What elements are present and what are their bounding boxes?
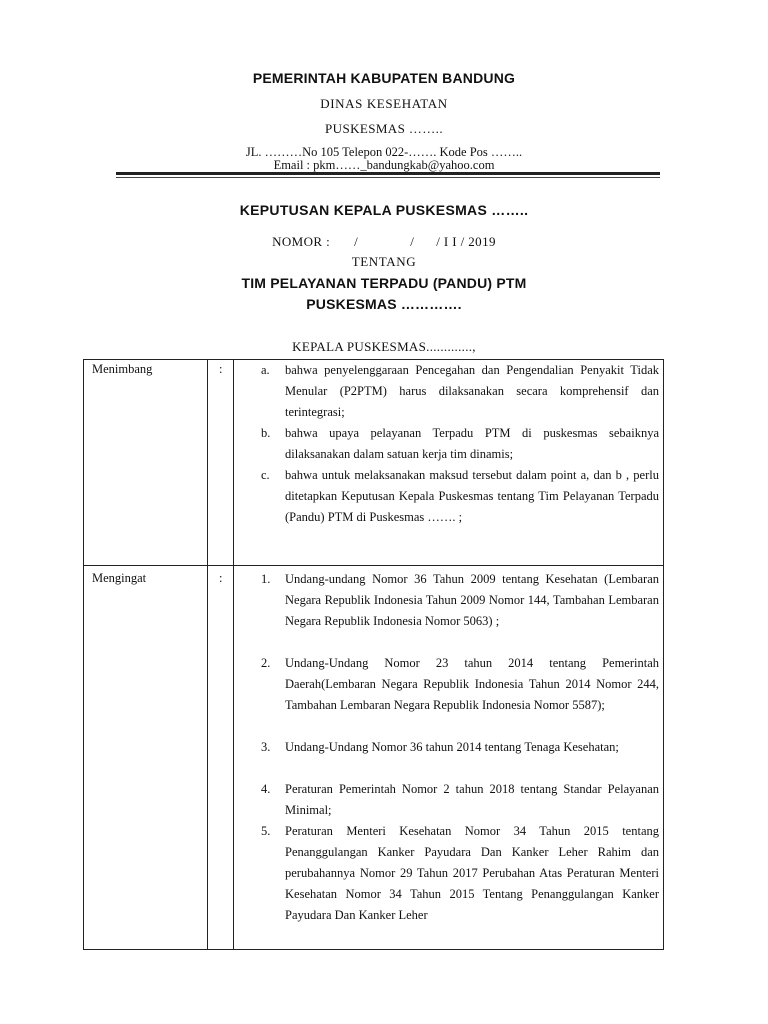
list-item: Undang-Undang Nomor 23 tahun 2014 tentang Pemerintah Daerah(Lembaran Negara Republik Indonesia Tahun 2014 Nomor 244, Tambahan Lembaran Negara Republik Indonesia Nomor 5587); (285, 656, 659, 712)
decision-title: KEPUTUSAN KEPALA PUSKESMAS …….. (239, 202, 529, 218)
table-divider-2 (233, 360, 234, 949)
item-marker: 3. (261, 740, 271, 754)
row-colon: : (219, 571, 223, 585)
government-heading: PEMERINTAH KABUPATEN BANDUNG (252, 70, 516, 86)
row-label-mengingat: Mengingat (92, 571, 147, 585)
number-label: NOMOR : (272, 234, 331, 249)
decision-number (0, 234, 768, 250)
number-slash-2: / (410, 234, 415, 249)
letterhead-rule-thick (116, 172, 660, 175)
about-heading: TENTANG (351, 254, 417, 269)
list-item: bahwa untuk melaksanakan maksud tersebut dalam point a, dan b , perlu ditetapkan Keputusan Kepala Puskesmas tentang Tim Pelayanan Terpadu (Pandu) PTM di Puskesmas ……. ; (285, 468, 659, 524)
address-line: JL. ………No 105 Telepon 022-……. Kode Pos …….. (245, 145, 523, 159)
letterhead-rule-thin (116, 177, 660, 178)
item-marker: 4. (261, 782, 271, 796)
item-marker: 1. (261, 572, 271, 586)
list-item: Peraturan Pemerintah Nomor 2 tahun 2018 tentang Standar Pelayanan Minimal; (285, 782, 659, 817)
item-marker: c. (261, 468, 270, 482)
puskesmas-heading: PUSKESMAS …….. (325, 121, 443, 136)
row-label-menimbang: Menimbang (92, 362, 153, 376)
table-divider-1 (207, 360, 208, 949)
considerations-table (83, 359, 664, 950)
number-slash-1: / (354, 234, 359, 249)
list-item: bahwa upaya pelayanan Terpadu PTM di puskesmas sebaiknya dilaksanakan dalam satuan kerja tim dinamis; (285, 426, 659, 461)
item-marker: b. (261, 426, 271, 440)
list-item: Peraturan Menteri Kesehatan Nomor 34 Tahun 2015 tentang Penanggulangan Kanker Payudara Dan Kanker Leher Rahim dan perubahannya Nomor 29 Tahun 2017 Perubahan Atas Peraturan Menteri Kesehatan Nomor 34 Tahun 2015 Tentang Penanggulangan Kanker Payudara Dan Kanker Leher (285, 824, 659, 922)
list-item: Undang-undang Nomor 36 Tahun 2009 tentang Kesehatan (Lembaran Negara Republik Indonesia Tahun 2009 Nomor 144, Tambahan Lembaran Negara Republik Indonesia Nomor 5063) ; (285, 572, 659, 628)
department-heading: DINAS KESEHATAN (320, 96, 448, 111)
head-title: KEPALA PUSKESMAS............., (292, 339, 476, 354)
subject-line-1: TIM PELAYANAN TERPADU (PANDU) PTM (241, 275, 527, 291)
item-marker: 5. (261, 824, 271, 838)
email-line: Email : pkm……_bandungkab@yahoo.com (273, 158, 495, 172)
item-marker: 2. (261, 656, 271, 670)
subject-line-2: PUSKESMAS …………. (306, 296, 462, 312)
number-suffix: / I I / 2019 (436, 234, 496, 249)
list-item: bahwa penyelenggaraan Pencegahan dan Pengendalian Penyakit Tidak Menular (P2PTM) harus dilaksanakan secara komprehensif dan terintegrasi; (285, 363, 659, 419)
row-colon: : (219, 362, 223, 376)
table-row-divider (84, 565, 663, 566)
list-item: Undang-Undang Nomor 36 tahun 2014 tentang Tenaga Kesehatan; (285, 740, 619, 754)
item-marker: a. (261, 363, 270, 377)
